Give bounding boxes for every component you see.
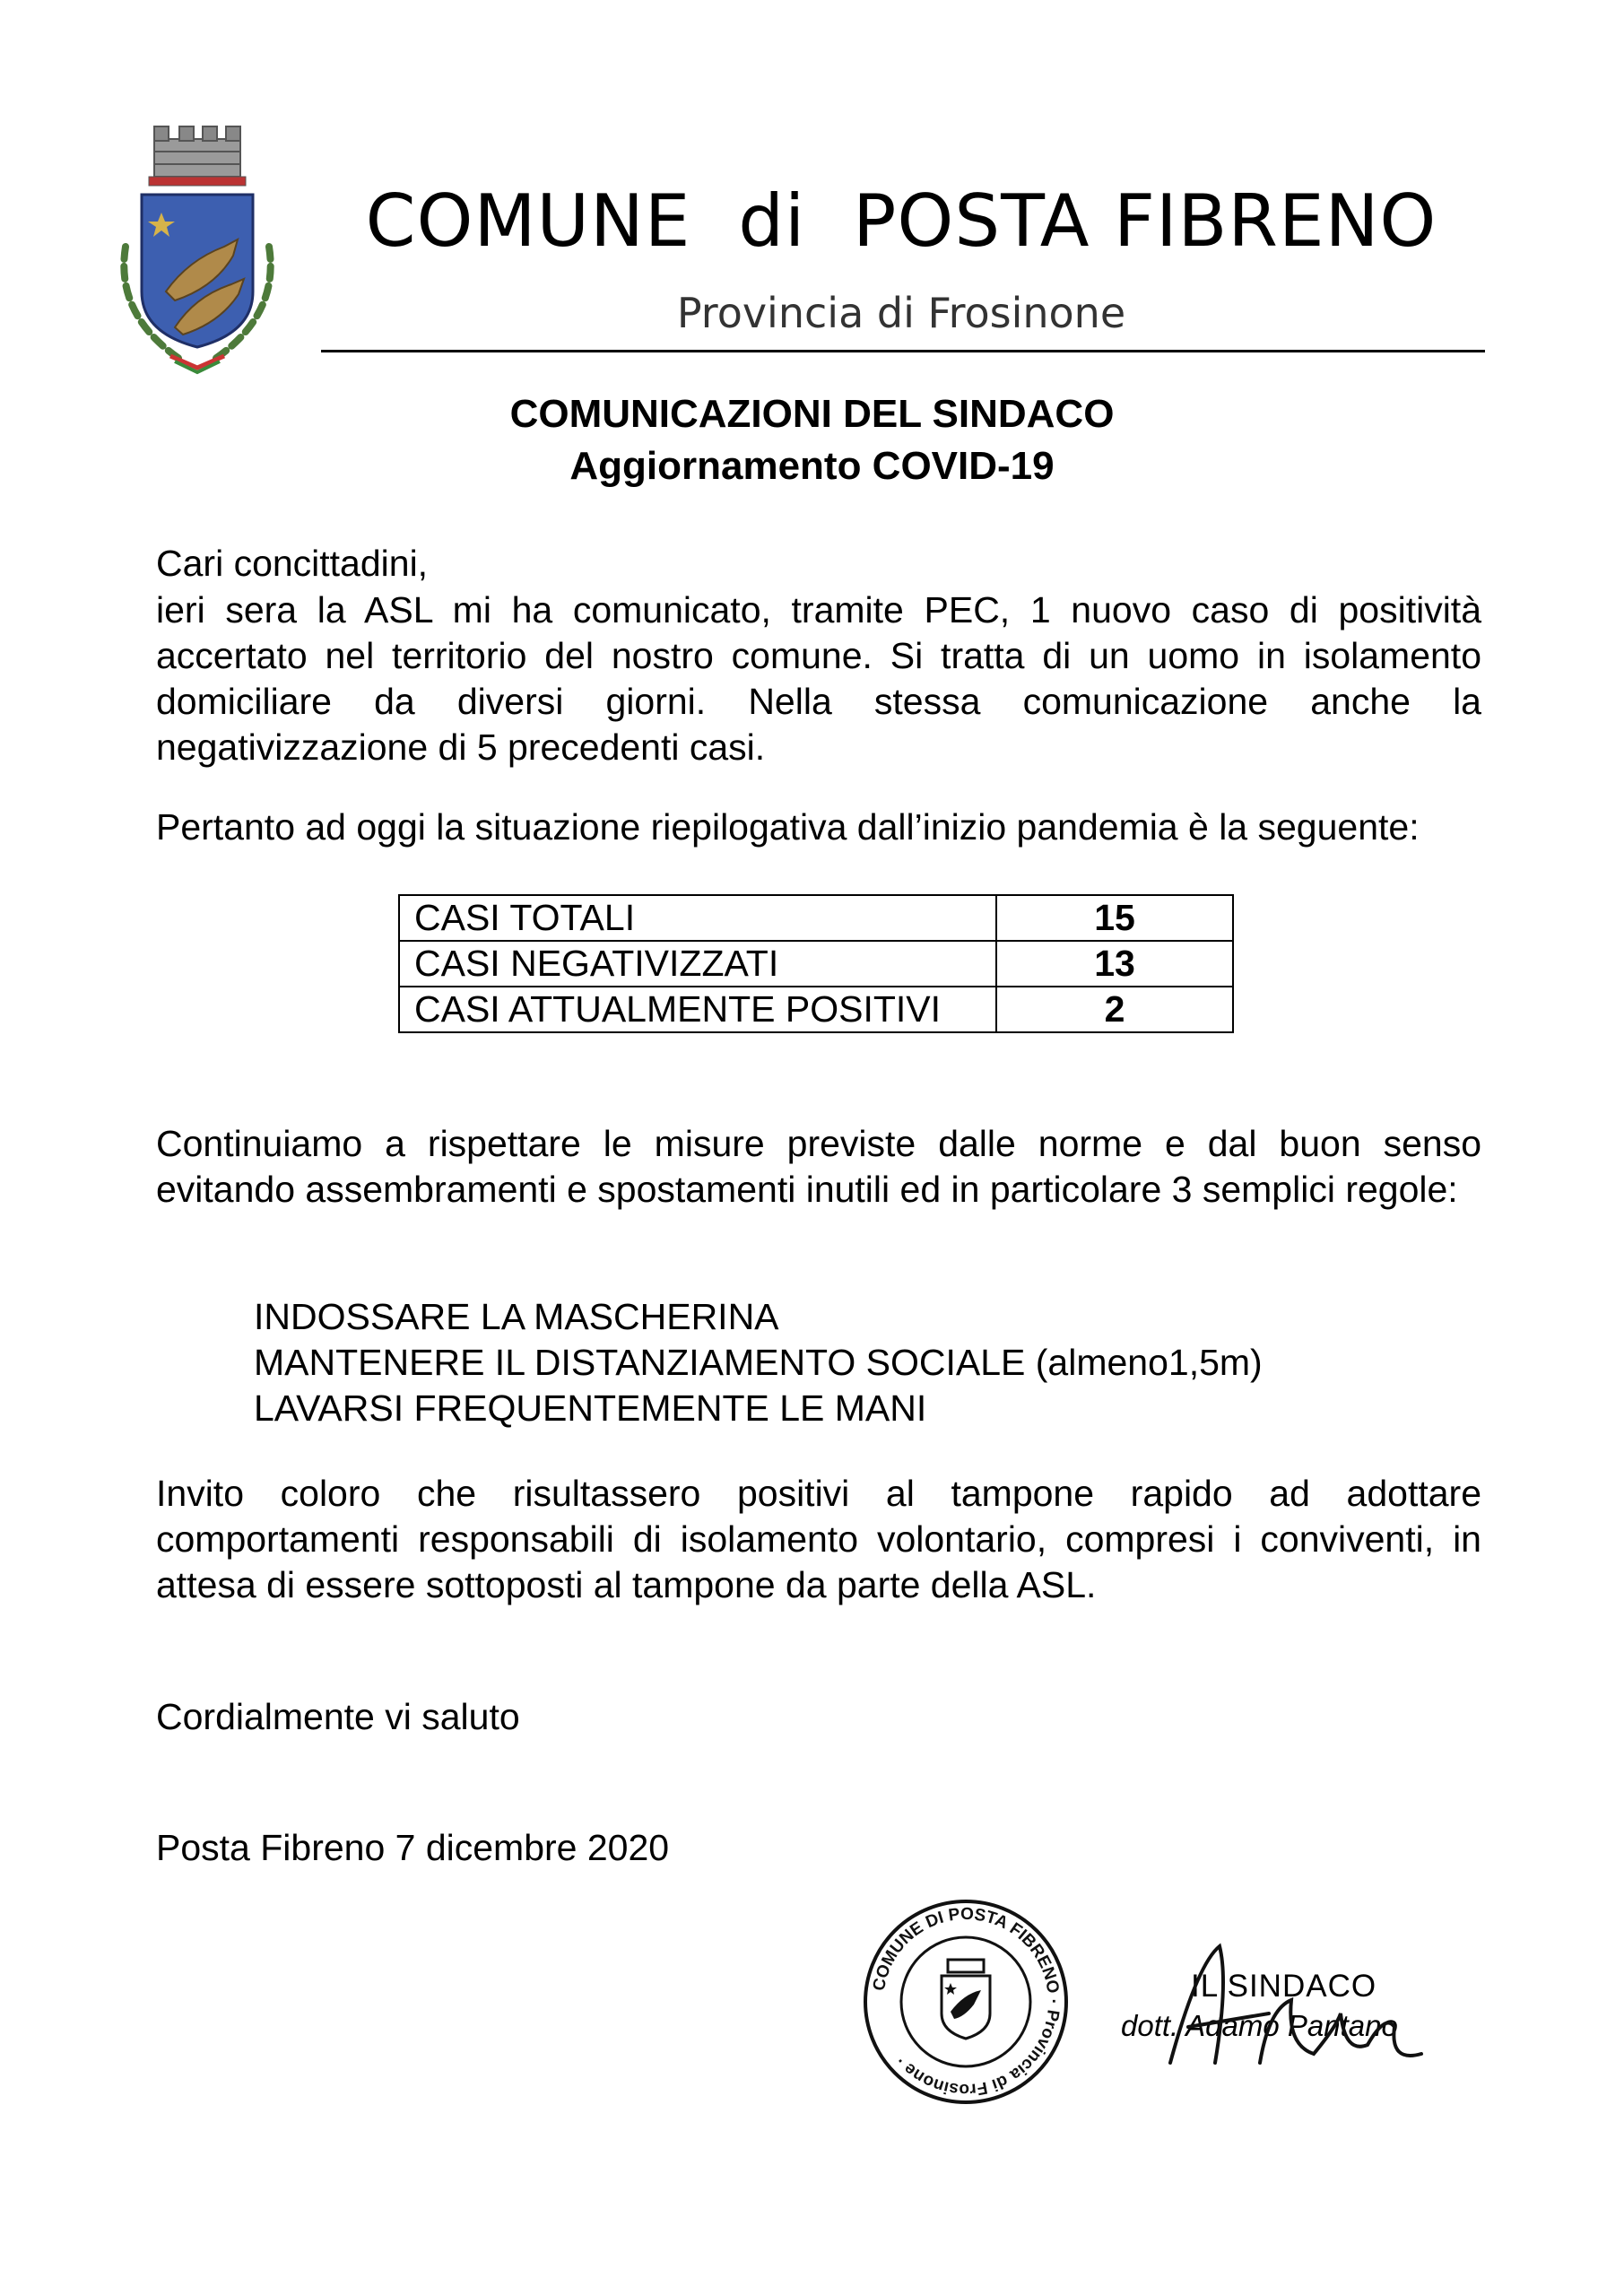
- handwritten-signature: [1134, 1928, 1457, 2090]
- notice-heading: COMUNICAZIONI DEL SINDACO: [509, 392, 1115, 436]
- row-label: CASI ATTUALMENTE POSITIVI: [399, 987, 996, 1032]
- list-item: LAVARSI FREQUENTEMENTE LE MANI: [254, 1387, 927, 1429]
- header-divider: [321, 350, 1485, 352]
- paragraph-invitation: Invito coloro che risultassero positivi al tampone rapido ad adottare comportamenti responsabili di isolamento volontario, compresi i conviventi, in attesa di essere sottoposti al tampone da parte della ASL.: [156, 1473, 1481, 1605]
- row-label: CASI TOTALI: [399, 895, 996, 941]
- summary-table: [398, 894, 1234, 1033]
- province-subtitle: Provincia di Frosinone: [676, 289, 1126, 337]
- paragraph-new-case: ieri sera la ASL mi ha comunicato, tramite PEC, 1 nuovo caso di positività accertato nel territorio del nostro comune. Si tratta di un uomo in isolamento domiciliare da diversi giorni. Nella stessa comunicazione anche la negativizzazione di 5 precedenti casi.: [156, 589, 1481, 768]
- place-and-date: Posta Fibreno 7 dicembre 2020: [156, 1827, 670, 1868]
- paragraph-rules-intro: Continuiamo a rispettare le misure previste dalle norme e dal buon senso evitando assembramenti e spostamenti inutili ed in particolare 3 semplici regole:: [156, 1123, 1481, 1210]
- list-item: INDOSSARE LA MASCHERINA: [254, 1296, 779, 1337]
- official-stamp: [861, 1897, 1072, 2108]
- signature-title: IL SINDACO: [1191, 1969, 1377, 2004]
- paragraph-summary-intro: Pertanto ad oggi la situazione riepilogativa dall’inizio pandemia è la seguente:: [156, 806, 1420, 848]
- stamp-text: COMUNE DI POSTA FIBRENO · Provincia di Frosinone ·: [869, 1904, 1064, 2100]
- signature-name: dott. Adamo Pantano: [1121, 2009, 1398, 2042]
- row-label: CASI NEGATIVIZZATI: [399, 941, 996, 987]
- notice-subheading: Aggiornamento COVID-19: [569, 444, 1055, 488]
- row-value: 15: [996, 895, 1233, 941]
- crown-icon: [149, 126, 246, 186]
- closing-greeting: Cordialmente vi saluto: [156, 1696, 520, 1737]
- stamp-shield-icon: [942, 1960, 990, 2039]
- table-row: [399, 941, 1233, 987]
- row-value: 13: [996, 941, 1233, 987]
- municipality-title: COMUNE di POSTA FIBRENO: [365, 179, 1437, 263]
- greeting: Cari concittadini,: [156, 543, 429, 584]
- coat-of-arms: [90, 112, 305, 377]
- table-row: [399, 987, 1233, 1032]
- row-value: 2: [996, 987, 1233, 1032]
- rules-list: [254, 1294, 1464, 1431]
- list-item: MANTENERE IL DISTANZIAMENTO SOCIALE (almeno1,5m): [254, 1342, 1263, 1383]
- table-row: [399, 895, 1233, 941]
